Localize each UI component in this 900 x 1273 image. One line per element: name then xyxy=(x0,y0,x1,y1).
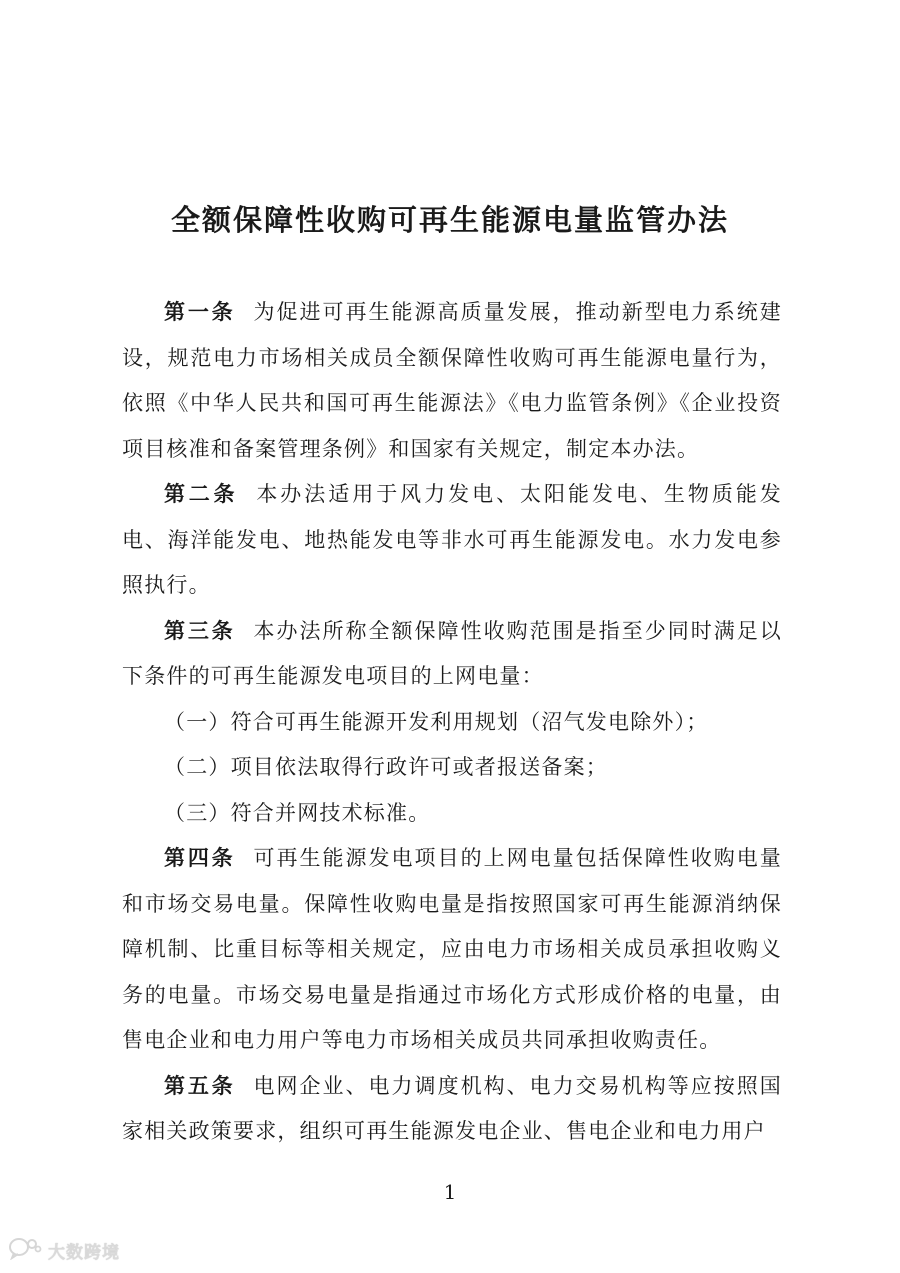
article-label: 第三条 xyxy=(164,618,236,643)
speech-bubble-logo-icon xyxy=(8,1236,42,1264)
article-label: 第五条 xyxy=(164,1073,236,1098)
article-label: 第二条 xyxy=(164,482,239,506)
article-text: 可再生能源发电项目的上网电量包括保障性收购电量和市场交易电量。保障性收购电量是指按照国家可再生能源消纳保障机制、比重目标等相关规定，应由电力市场相关成员承担收购义务的电量。市场交易电量是指通过市场化方式形成价格的电量，由售电企业和电力用户等电力市场相关成员共同承担收购责任。 xyxy=(122,846,782,1052)
list-item-3 xyxy=(122,791,782,837)
document-body xyxy=(122,290,782,1155)
article-1 xyxy=(122,290,782,472)
article-text: 电网企业、电力调度机构、电力交易机构等应按照国家相关政策要求，组织可再生能源发电企业、售电企业和电力用户 xyxy=(122,1073,782,1143)
article-5 xyxy=(122,1064,782,1155)
article-text: 本办法所称全额保障性收购范围是指至少同时满足以下条件的可再生能源发电项目的上网电量： xyxy=(122,618,782,688)
watermark xyxy=(8,1236,120,1264)
list-item-text: （一）符合可再生能源开发利用规划（沼气发电除外）； xyxy=(164,709,709,734)
article-text: 为促进可再生能源高质量发展，推动新型电力系统建设，规范电力市场相关成员全额保障性收购可再生能源电量行为，依照《中华人民共和国可再生能源法》《电力监管条例》《企业投资项目核准和备案管理条例》和国家有关规定，制定本办法。 xyxy=(122,300,782,461)
article-label: 第一条 xyxy=(164,300,236,324)
article-label: 第四条 xyxy=(164,846,236,870)
article-text: 本办法适用于风力发电、太阳能发电、生物质能发电、海洋能发电、地热能发电等非水可再生能源发电。水力发电参照执行。 xyxy=(122,482,782,597)
document-title: 全额保障性收购可再生能源电量监管办法 xyxy=(170,203,729,237)
list-item-text: （三）符合并网技术标准。 xyxy=(164,800,431,825)
list-item-text: （二）项目依法取得行政许可或者报送备案； xyxy=(164,755,608,779)
article-4 xyxy=(122,836,782,1064)
watermark-text: 大数跨境 xyxy=(48,1242,120,1263)
list-item-1 xyxy=(122,700,782,746)
page-number: 1 xyxy=(443,1180,457,1204)
article-3 xyxy=(122,609,782,700)
list-item-2 xyxy=(122,745,782,791)
article-2 xyxy=(122,472,782,609)
